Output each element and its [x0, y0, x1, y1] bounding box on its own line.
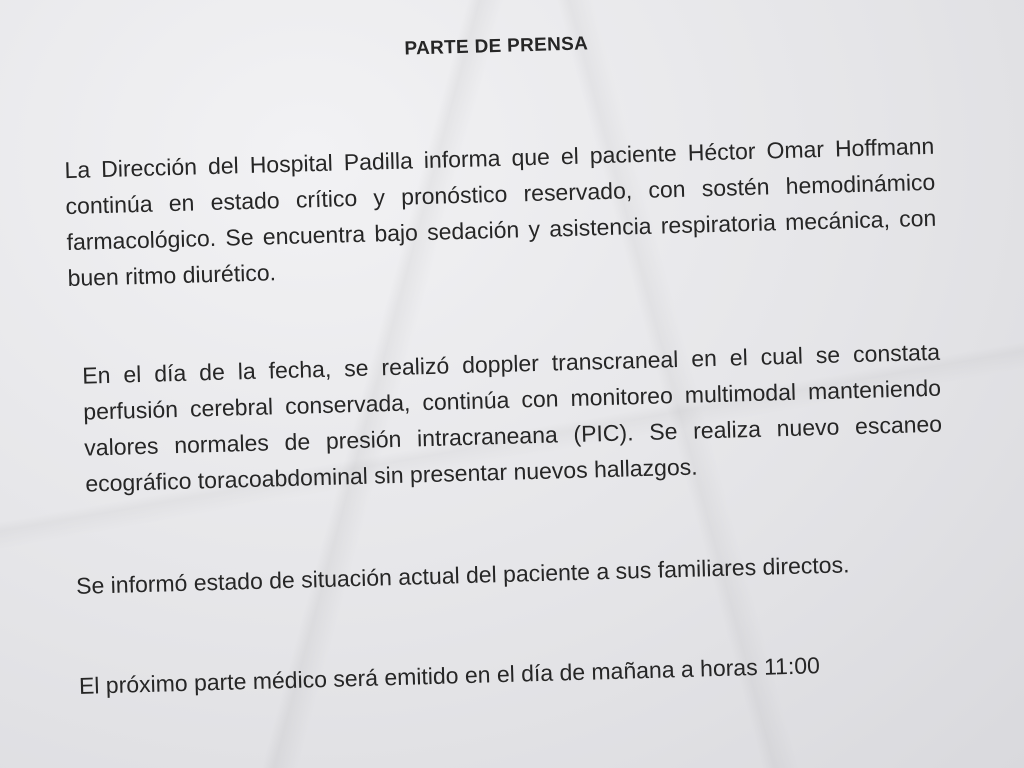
press-release: [50, 0, 943, 699]
paragraph-procedures: En el día de la fecha, se realizó doppler transcraneal en el cual se constata perfusión cerebral conservada, continúa con monitoreo multimodal manteniendo valores normales de presión intracraneana (PIC). Se realiza nuevo escaneo ecográfico toracoabdominal sin presentar nuevos hallazgos.: [81, 338, 943, 497]
paragraph-family-informed: Se informó estado de situación actual del paciente a sus familiares directos.: [75, 551, 850, 599]
paragraph-next-report: El próximo parte médico será emitido en el día de mañana a horas 11:00: [78, 652, 821, 699]
document-title: PARTE DE PRENSA: [404, 33, 589, 60]
paragraph-patient-status: La Dirección del Hospital Padilla informa que el paciente Héctor Omar Hoffmann continúa en estado crítico y pronóstico reservado, con sostén hemodinámico farmacológico. Se encuentra bajo sedación y asistencia respiratoria mecánica, con buen ritmo diurético.: [64, 132, 937, 292]
